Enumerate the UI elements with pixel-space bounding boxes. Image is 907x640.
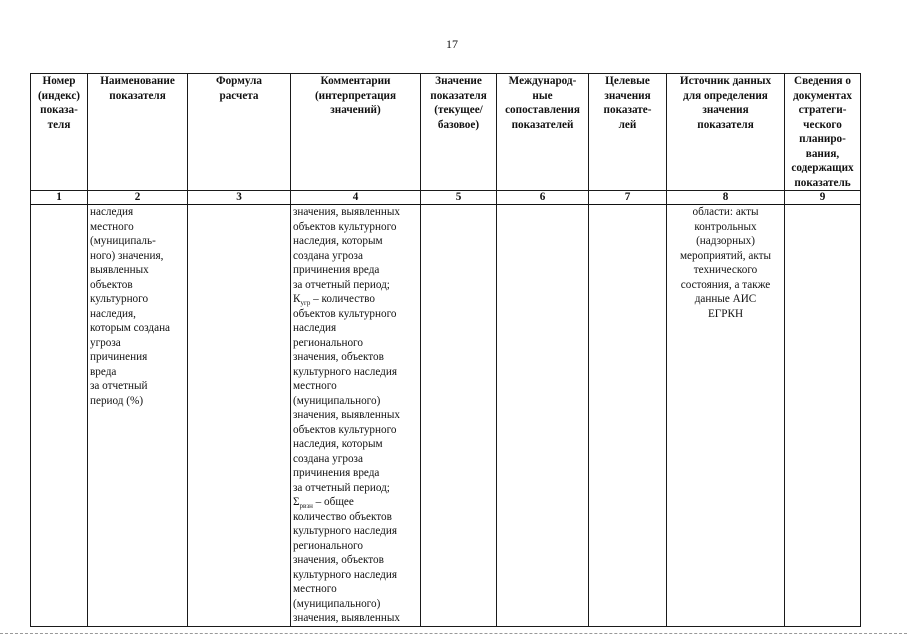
header-indicator-value: Значение показателя (текущее/ базовое) bbox=[421, 74, 497, 191]
cell-formula bbox=[188, 205, 291, 627]
header-comments: Комментарии (интерпретация значений) bbox=[291, 74, 421, 191]
cell-indicator-value bbox=[421, 205, 497, 627]
comments-text-part1: значения, выявленных объектов культурного наследия, которым создана угроза причинения вреда за отчетный период; bbox=[293, 206, 400, 291]
header-strategic-documents: Сведения о документах стратеги- ческого планиро- вания, содержащих показатель bbox=[785, 74, 861, 191]
column-number: 3 bbox=[188, 191, 291, 205]
cell-index bbox=[31, 205, 88, 627]
table-row bbox=[31, 205, 861, 627]
comments-text-part3: – общее количество объектов культурного наследия регионального значения, объектов культурного наследия местного (муниципального) значения, выявленных bbox=[293, 496, 400, 624]
column-number: 7 bbox=[589, 191, 667, 205]
header-index: Номер (индекс) показа- теля bbox=[31, 74, 88, 191]
column-number: 2 bbox=[88, 191, 188, 205]
cell-comments bbox=[291, 205, 421, 627]
page-number: 17 bbox=[446, 37, 458, 51]
header-target-values: Целевые значения показате- лей bbox=[589, 74, 667, 191]
column-number: 4 bbox=[291, 191, 421, 205]
symbol-sigma-subscript: рвзн bbox=[299, 502, 313, 511]
comments-text-part2: – количество объектов культурного наследия регионального значения, объектов культурного наследия местного (муниципального) значения, выявленных объектов культурного наследия, которым создана угроза причинения вреда за отчетный период; bbox=[293, 293, 400, 494]
column-number: 9 bbox=[785, 191, 861, 205]
symbol-k-ugr: К bbox=[293, 293, 301, 305]
cell-strategic-documents bbox=[785, 205, 861, 627]
column-number: 1 bbox=[31, 191, 88, 205]
column-number: 8 bbox=[667, 191, 785, 205]
header-data-source: Источник данных для определения значения показателя bbox=[667, 74, 785, 191]
cell-international-comparison bbox=[497, 205, 589, 627]
cell-data-source: области: акты контрольных (надзорных) мероприятий, акты технического состояния, а также данные АИС ЕГРКН bbox=[667, 205, 785, 627]
cell-indicator-name: наследия местного (муниципаль- ного) значения, выявленных объектов культурного наследия, которым создана угроза причинения вреда за отчетный период (%) bbox=[88, 205, 188, 627]
column-number: 5 bbox=[421, 191, 497, 205]
header-international-comparison: Международ- ные сопоставления показателей bbox=[497, 74, 589, 191]
header-row bbox=[31, 74, 861, 191]
cell-target-values bbox=[589, 205, 667, 627]
column-number: 6 bbox=[497, 191, 589, 205]
scan-edge-line bbox=[0, 633, 907, 634]
column-number-row bbox=[31, 191, 861, 205]
header-formula: Формула расчета bbox=[188, 74, 291, 191]
indicator-table bbox=[30, 73, 861, 627]
symbol-k-ugr-subscript: угр bbox=[300, 299, 311, 308]
header-indicator-name: Наименование показателя bbox=[88, 74, 188, 191]
symbol-sigma: Σ bbox=[293, 496, 300, 508]
